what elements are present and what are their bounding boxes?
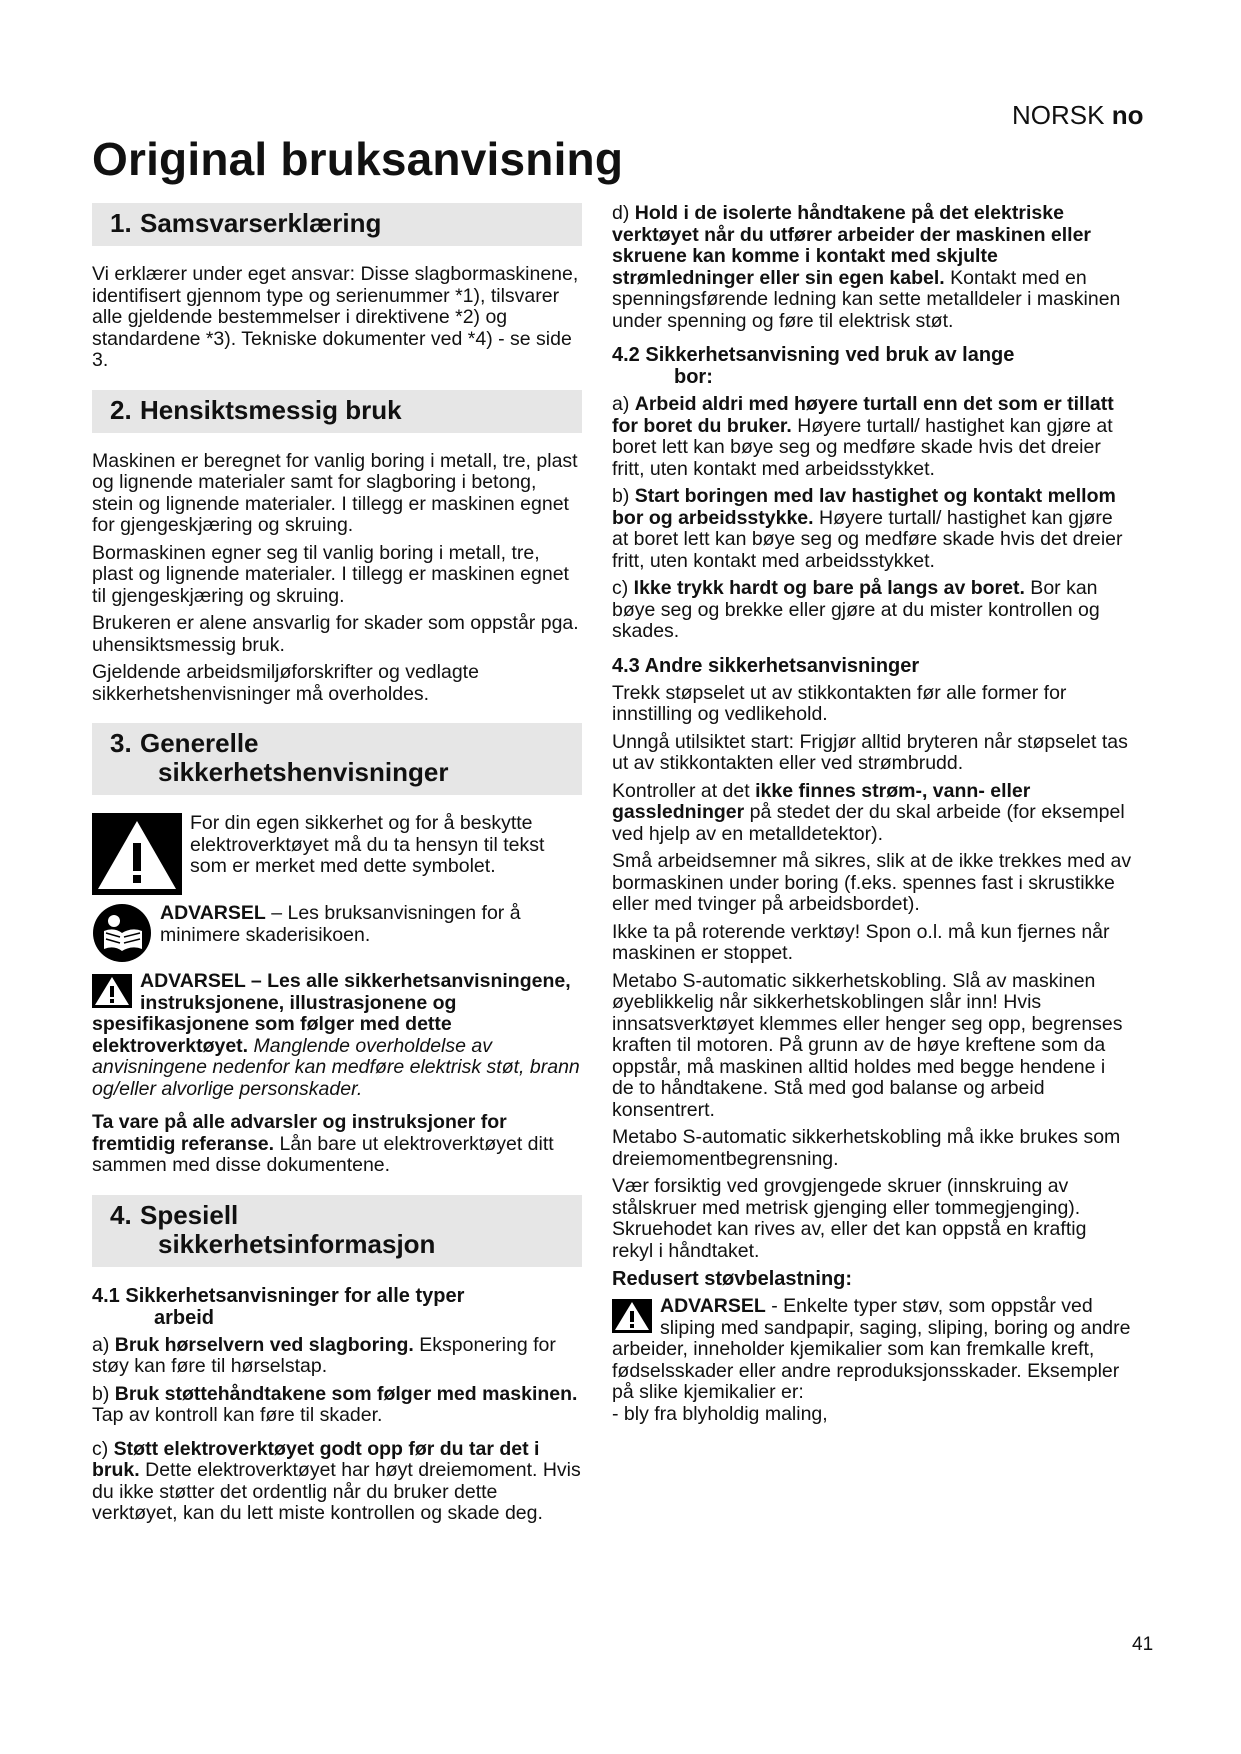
- list-item: b) Start boringen med lav hastighet og kontakt mellom bor og arbeidsstykke. Høyere turtall/ hastighet kan gjøre at boret lett kan bøye seg og medføre skade hvis det dreier fritt, uten kontakt med arbeidsstykket.: [612, 485, 1123, 572]
- list-item: a) Bruk hørselvern ved slagboring. Eksponering for støy kan føre til hørselstap.: [92, 1333, 556, 1377]
- paragraph: Unngå utilsiktet start: Frigjør alltid bryteren når støpselet tas ut av stikkontakten eller ved strømbrudd.: [612, 730, 1128, 774]
- paragraph: Brukeren er alene ansvarlig for skader som oppstår pga. uhensiktsmessig bruk.: [92, 612, 579, 656]
- paragraph: Bormaskinen egner seg til vanlig boring i metall, tre, plast og lignende materialer. I tillegg er maskinen egnet til gjengeskjæring og skruing.: [92, 541, 569, 607]
- read-manual-row: [92, 903, 582, 963]
- section-heading-3: 3. Generelle sikkerhetshenvisninger: [92, 723, 582, 795]
- left-column: [92, 203, 582, 1531]
- warning-triangle-icon: [612, 1299, 652, 1333]
- list-item: b) Bruk støttehåndtakene som følger med maskinen. Tap av kontroll kan føre til skader.: [92, 1382, 578, 1426]
- paragraph: Kontroller at det ikke finnes strøm-, vann- eller gassledninger på stedet der du skal arbeide (for eksempel ved hjelp av en metalldetektor).: [612, 779, 1125, 845]
- subsection-heading-4-2: 4.2 Sikkerhetsanvisning ved bruk av lange bor:: [612, 344, 1015, 388]
- dust-heading: Redusert støvbelastning:: [612, 1268, 853, 1290]
- read-manual-warning: ADVARSEL – Les bruksanvisningen for å minimere skaderisikoen.: [160, 902, 521, 946]
- paragraph: Ikke ta på roterende verktøy! Spon o.l. må kun fjernes når maskinen er stoppet.: [612, 920, 1110, 964]
- list-item: d) Hold i de isolerte håndtakene på det elektriske verktøyet når du utfører arbeider der maskinen eller skruene kan komme i kontakt med skjulte strømledninger eller sin egen kabel. Kontakt med en spenningsførende ledning kan sette metalldeler i maskinen under spenning og føre til elektrisk støt.: [612, 202, 1121, 332]
- paragraph: Vi erklærer under eget ansvar: Disse slagbormaskinene, identifisert gjennom type og serienummer *1), tilsvarer alle gjeldende bestemmelser i direktivene *2) og standardene *3). Tekniske dokumenter ved *4) - se side 3.: [92, 263, 579, 371]
- paragraph: Metabo S-automatic sikkerhetskobling må ikke brukes som dreiemomentbegrensning.: [612, 1126, 1121, 1170]
- general-warning: ADVARSEL – Les alle sikkerhetsanvisningene, instruksjonene, illustrasjonene og spesifikasjonene som følger med dette elektroverktøyet. Manglende overholdelse av anvisningene nedenfor kan medføre elektrisk støt, brann og/eller alvorlige personskader.: [92, 970, 580, 1100]
- paragraph: Gjeldende arbeidsmiljøforskrifter og vedlagte sikkerhetshenvisninger må overholdes.: [92, 661, 479, 705]
- section-heading-2: 2. Hensiktsmessig bruk: [92, 390, 582, 433]
- warning-triangle-icon: [92, 813, 182, 895]
- section-heading-4: 4. Spesiell sikkerhetsinformasjon: [92, 1195, 582, 1267]
- subsection-heading-4-1: 4.1 Sikkerhetsanvisninger for alle typer arbeid: [92, 1284, 465, 1329]
- list-item: c) Ikke trykk hardt og bare på langs av boret. Bor kan bøye seg og brekke eller gjøre at du mister kontrollen og skades.: [612, 577, 1100, 642]
- paragraph: Trekk støpselet ut av stikkontakten før alle former for innstilling og vedlikehold.: [612, 681, 1067, 725]
- paragraph: Metabo S-automatic sikkerhetskobling. Slå av maskinen øyeblikkelig når sikkerhetskoblingen slår inn! Hvis innsatsverktøyet klemmes eller henger seg opp, begrenses kraften til motoren. På grunn av de høye kreftene som da oppstår, må maskinen alltid holdes med begge hendene i de to håndtakene. Stå med god balanse og arbeid konsentrert.: [612, 969, 1123, 1121]
- keep-instructions: Ta vare på alle advarsler og instruksjoner for fremtidig referanse. Lån bare ut elektroverktøyet ditt sammen med disse dokumentene.: [92, 1111, 554, 1176]
- section-heading-1: 1. Samsvarserklæring: [92, 203, 582, 246]
- dust-warning: ADVARSEL - Enkelte typer støv, som oppstår ved sliping med sandpapir, saging, sliping, boring og andre arbeider, inneholder kjemikalier som kan fremkalle kreft, fødselsskader eller andre reproduksjonsskader. Eksempler på slike kjemikalier er: - bly fra blyholdig maling,: [612, 1295, 1131, 1425]
- warning-symbol-row: [92, 813, 582, 895]
- list-item: a) Arbeid aldri med høyere turtall enn det som er tillatt for boret du bruker. Høyere turtall/ hastighet kan gjøre at boret lett kan bøye seg og medføre skade hvis det dreier fritt, uten kontakt med arbeidsstykket.: [612, 393, 1114, 480]
- language-label: NORSK no: [1012, 100, 1144, 130]
- page-number: 41: [1132, 1634, 1154, 1655]
- subsection-heading-4-3: 4.3 Andre sikkerhetsanvisninger: [612, 654, 920, 677]
- paragraph: Maskinen er beregnet for vanlig boring i metall, tre, plast og lignende materialer samt for slagboring i betong, stein og lignende materialer. I tillegg er maskinen egnet for gjengeskjæring og skruing.: [92, 449, 578, 536]
- warning-triangle-icon: [92, 974, 132, 1008]
- paragraph: Vær forsiktig ved grovgjengede skruer (innskruing av stålskruer med metrisk gjenging eller tommegjenging). Skruehodet kan rives av, eller det kan oppstå en kraftig rekyl i håndtaket.: [612, 1175, 1087, 1262]
- paragraph: Små arbeidsemner må sikres, slik at de ikke trekkes med av bormaskinen under boring (f.eks. spennes fast i skrustikke eller med tvinger på arbeidsbordet).: [612, 850, 1132, 915]
- list-item: c) Støtt elektroverktøyet godt opp før du tar det i bruk. Dette elektroverktøyet har høyt dreiemoment. Hvis du ikke støtter det ordentlig når du bruker dette verktøyet, kan du lett miste kontrollen og skade deg.: [92, 1437, 581, 1524]
- right-column: [612, 203, 1132, 1431]
- read-manual-icon: [92, 903, 152, 963]
- symbol-explanation: For din egen sikkerhet og for å beskytte elektroverktøyet må du ta hensyn til tekst som er merket med dette symbolet.: [190, 812, 545, 877]
- page-title: Original bruksanvisning: [92, 133, 624, 185]
